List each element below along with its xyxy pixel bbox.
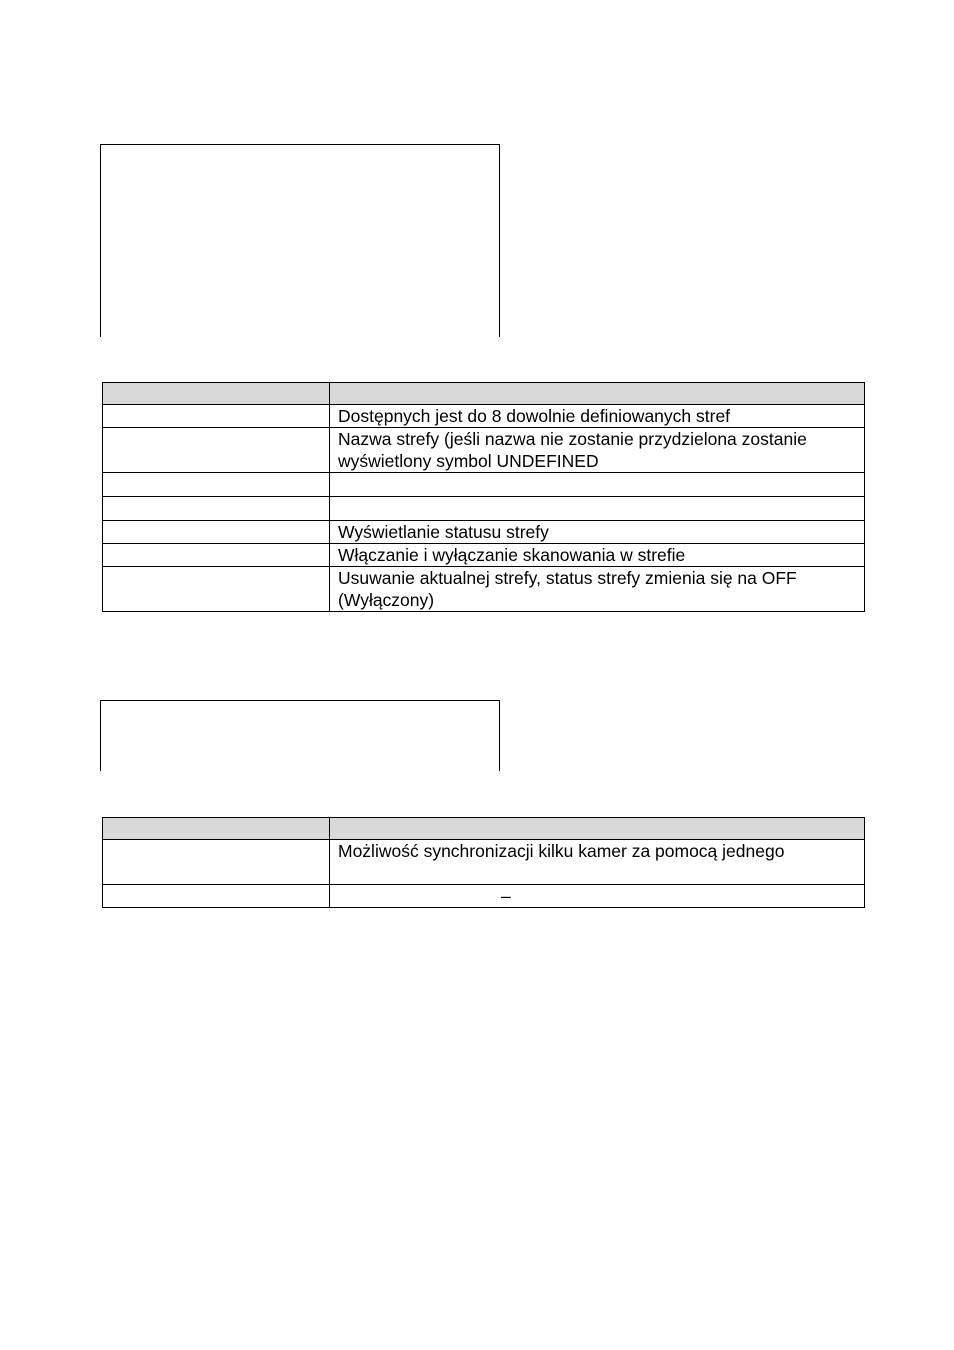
sync-settings-table: [102, 817, 865, 908]
table-row: [103, 840, 865, 885]
table-header-row: [103, 383, 865, 405]
table-row: [103, 567, 865, 612]
description-cell: Usuwanie aktualnej strefy, status strefy zmienia się na OFF (Wyłączony): [330, 567, 865, 612]
description-cell: Dostępnych jest do 8 dowolnie definiowanych stref: [330, 405, 865, 428]
option-cell: [103, 428, 330, 473]
menu-screen-box-sync: [100, 700, 500, 771]
table-row: [103, 497, 865, 521]
table-header-row: [103, 818, 865, 840]
description-cell: [330, 473, 865, 497]
option-cell: [103, 405, 330, 428]
description-cell: [330, 497, 865, 521]
option-cell: [103, 473, 330, 497]
table-row: [103, 473, 865, 497]
header-cell-description: [330, 383, 865, 405]
option-cell: [103, 521, 330, 544]
table-row: [103, 521, 865, 544]
option-cell: [103, 497, 330, 521]
description-cell: Nazwa strefy (jeśli nazwa nie zostanie przydzielona zostanie wyświetlony symbol UNDEFINED: [330, 428, 865, 473]
option-cell: [103, 840, 330, 885]
menu-screen-box-zones: [100, 144, 500, 337]
description-cell: Włączanie i wyłączanie skanowania w strefie: [330, 544, 865, 567]
table-row: [103, 428, 865, 473]
header-cell-option: [103, 383, 330, 405]
header-cell-option: [103, 818, 330, 840]
table-row: [103, 544, 865, 567]
description-cell: Wyświetlanie statusu strefy: [330, 521, 865, 544]
header-cell-description: [330, 818, 865, 840]
option-cell: [103, 567, 330, 612]
option-cell: [103, 885, 330, 908]
description-cell: –: [330, 885, 865, 908]
table-row: [103, 885, 865, 908]
zone-settings-table: [102, 382, 865, 612]
table-row: [103, 405, 865, 428]
description-cell: Możliwość synchronizacji kilku kamer za pomocą jednego: [330, 840, 865, 885]
option-cell: [103, 544, 330, 567]
